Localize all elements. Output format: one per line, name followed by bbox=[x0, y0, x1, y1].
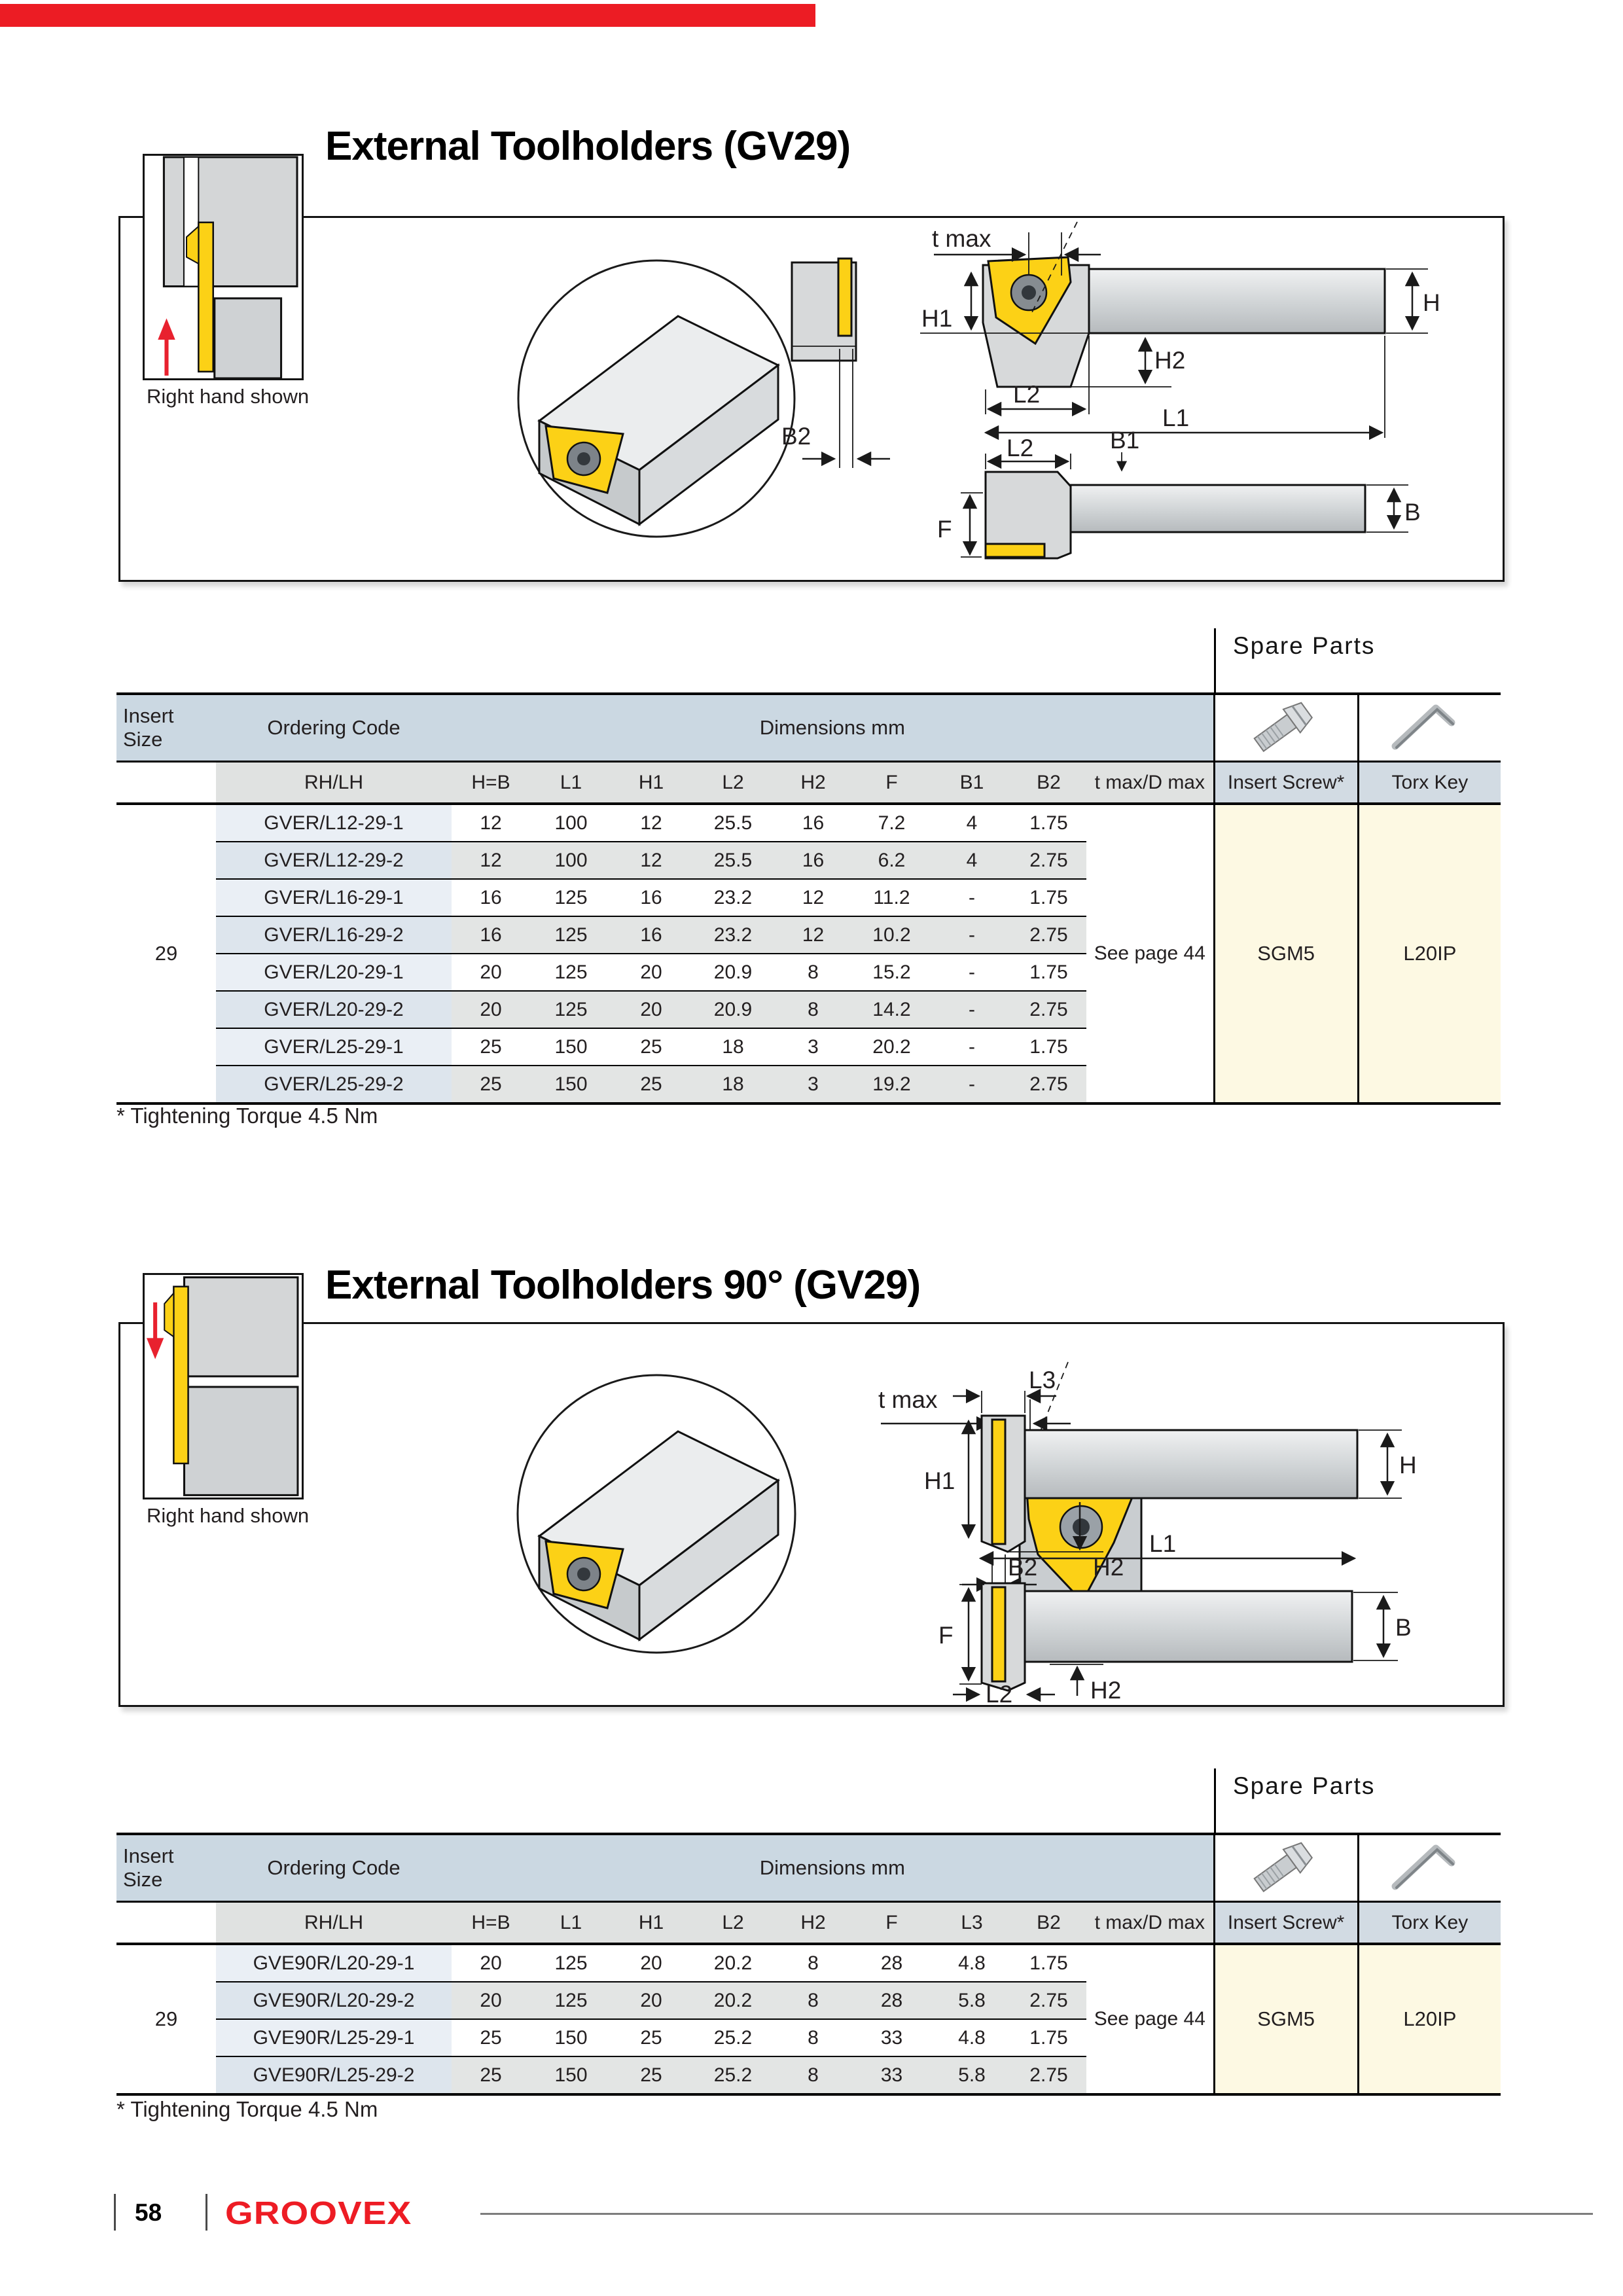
dim-label-f: F bbox=[937, 516, 952, 543]
dim-label-b2: B2 bbox=[781, 423, 812, 450]
dimension-cell: - bbox=[933, 1028, 1011, 1066]
dimension-cell: 19.2 bbox=[851, 1066, 933, 1103]
dimension-cell: 33 bbox=[851, 2056, 933, 2094]
dimension-cell: 25 bbox=[612, 2019, 690, 2056]
dim-label-h2-side: H2 bbox=[1093, 1554, 1124, 1581]
dimension-cell: 20.9 bbox=[690, 991, 776, 1028]
dimension-cell: 12 bbox=[612, 804, 690, 842]
side-view bbox=[924, 1367, 1417, 1591]
dimension-cell: 8 bbox=[776, 2019, 851, 2056]
rhlh-header: RH/LH bbox=[216, 1902, 452, 1945]
dimension-cell: 150 bbox=[530, 2056, 612, 2094]
feed-direction-up-icon bbox=[158, 318, 175, 376]
dim-label-h: H bbox=[1423, 289, 1440, 316]
dimension-cell: 125 bbox=[530, 916, 612, 954]
col-l2: L2 bbox=[690, 1902, 776, 1945]
ordering-code-cell: GVE90R/L25-29-1 bbox=[216, 2019, 452, 2056]
section2-diagram-box bbox=[118, 1322, 1505, 1707]
top-view bbox=[938, 1583, 1412, 1705]
ordering-code-cell: GVER/L12-29-2 bbox=[216, 842, 452, 879]
dim-label-h: H bbox=[1399, 1452, 1417, 1479]
dimension-cell: 2.75 bbox=[1011, 842, 1086, 879]
dimension-cell: 20.9 bbox=[690, 954, 776, 991]
col-h2: H2 bbox=[776, 762, 851, 804]
dimension-cell: 25 bbox=[452, 2056, 530, 2094]
dimension-cell: 20.2 bbox=[690, 1982, 776, 2019]
dimension-cell: 1.75 bbox=[1011, 1028, 1086, 1066]
ordering-code-cell: GVE90R/L25-29-2 bbox=[216, 2056, 452, 2094]
dimension-cell: 20 bbox=[612, 1982, 690, 2019]
dimension-cell: 4 bbox=[933, 842, 1011, 879]
dimension-cell: 125 bbox=[530, 1982, 612, 2019]
col-b2: B2 bbox=[1011, 762, 1086, 804]
footnote-2: * Tightening Torque 4.5 Nm bbox=[116, 2097, 378, 2121]
dimension-cell: 20 bbox=[452, 991, 530, 1028]
dimension-cell: 16 bbox=[612, 879, 690, 916]
dimension-cell: 14.2 bbox=[851, 991, 933, 1028]
dim-label-tmax: t max bbox=[878, 1386, 938, 1413]
dimension-cell: 16 bbox=[776, 842, 851, 879]
insert-screw-photo-cell bbox=[1214, 1834, 1358, 1902]
section1-caption: Right hand shown bbox=[147, 385, 310, 408]
spare-parts-divider-1 bbox=[1214, 628, 1216, 692]
torx-key-value-cell: L20IP bbox=[1358, 1944, 1501, 2094]
dimension-cell: 1.75 bbox=[1011, 804, 1086, 842]
col-torx-key: Torx Key bbox=[1358, 762, 1501, 804]
dimension-cell: 18 bbox=[690, 1028, 776, 1066]
dimension-cell: 6.2 bbox=[851, 842, 933, 879]
dimension-cell: 3 bbox=[776, 1028, 851, 1066]
col-insert-screw: Insert Screw* bbox=[1214, 1902, 1358, 1945]
dimension-cell: 100 bbox=[530, 804, 612, 842]
dimension-cell: 125 bbox=[530, 954, 612, 991]
dimension-cell: 20 bbox=[452, 1944, 530, 1982]
dimension-cell: 23.2 bbox=[690, 879, 776, 916]
dim-label-h2: H2 bbox=[1154, 347, 1186, 374]
section2-diagrams bbox=[120, 1324, 1503, 1705]
dimension-cell: 20 bbox=[612, 954, 690, 991]
dimension-cell: - bbox=[933, 991, 1011, 1028]
top-red-bar bbox=[0, 4, 815, 27]
dimension-cell: 125 bbox=[530, 1944, 612, 1982]
dimension-cell: - bbox=[933, 916, 1011, 954]
dimension-cell: 20 bbox=[612, 1944, 690, 1982]
see-page-cell: See page 44 bbox=[1086, 1944, 1214, 2094]
dimension-cell: 2.75 bbox=[1011, 991, 1086, 1028]
col-b2: B2 bbox=[1011, 1902, 1086, 1945]
table-header-row bbox=[116, 1834, 1501, 1902]
ordering-code-cell: GVER/L16-29-2 bbox=[216, 916, 452, 954]
feed-direction-down-icon bbox=[147, 1302, 164, 1359]
dimension-cell: 20.2 bbox=[851, 1028, 933, 1066]
dimension-cell: 12 bbox=[452, 804, 530, 842]
dimension-cell: 1.75 bbox=[1011, 879, 1086, 916]
dimension-cell: - bbox=[933, 1066, 1011, 1103]
dimension-cell: 3 bbox=[776, 1066, 851, 1103]
col-l1: L1 bbox=[530, 762, 612, 804]
dimension-cell: 25.5 bbox=[690, 842, 776, 879]
footer-divider-left bbox=[114, 2194, 116, 2231]
col-hb: H=B bbox=[452, 762, 530, 804]
table-subheader-row bbox=[116, 762, 1501, 804]
dimension-cell: 8 bbox=[776, 2056, 851, 2094]
brand-logo: GROOVEX bbox=[225, 2196, 412, 2231]
ordering-code-cell: GVE90R/L20-29-1 bbox=[216, 1944, 452, 1982]
torx-key-value-cell: L20IP bbox=[1358, 804, 1501, 1103]
spare-parts-divider-2 bbox=[1214, 1768, 1216, 1833]
footnote-1: * Tightening Torque 4.5 Nm bbox=[116, 1103, 378, 1128]
page-number: 58 bbox=[135, 2199, 162, 2226]
ordering-code-cell: GVER/L20-29-2 bbox=[216, 991, 452, 1028]
dimension-cell: 2.75 bbox=[1011, 1066, 1086, 1103]
dimension-cell: 8 bbox=[776, 1982, 851, 2019]
dim-label-h1: H1 bbox=[924, 1467, 955, 1494]
dimensions-header: Dimensions mm bbox=[452, 694, 1214, 762]
insert-screw-photo-cell bbox=[1214, 694, 1358, 762]
dimension-cell: 125 bbox=[530, 879, 612, 916]
dimension-cell: 28 bbox=[851, 1944, 933, 1982]
dim-label-b2: B2 bbox=[1008, 1554, 1038, 1581]
insert-size-header: Insert Size bbox=[116, 694, 216, 762]
dim-label-h1: H1 bbox=[921, 305, 953, 332]
dim-label-l2: L2 bbox=[986, 1681, 1013, 1705]
col-tmax: t max/D max bbox=[1086, 1902, 1214, 1945]
ordering-code-cell: GVER/L20-29-1 bbox=[216, 954, 452, 991]
insert-size-header: Insert Size bbox=[116, 1834, 216, 1902]
dimension-cell: 1.75 bbox=[1011, 2019, 1086, 2056]
dimension-cell: 4.8 bbox=[933, 2019, 1011, 2056]
dim-label-l1: L1 bbox=[1149, 1530, 1177, 1557]
dimension-cell: 7.2 bbox=[851, 804, 933, 842]
dimension-cell: 25 bbox=[452, 1028, 530, 1066]
col-l3: L3 bbox=[933, 1902, 1011, 1945]
dim-label-l1: L1 bbox=[1162, 404, 1190, 431]
dimension-cell: 8 bbox=[776, 991, 851, 1028]
dimension-cell: 20 bbox=[452, 954, 530, 991]
section1-diagram-box bbox=[118, 216, 1505, 582]
section1-title: External Toolholders (GV29) bbox=[325, 124, 851, 169]
dimension-cell: 11.2 bbox=[851, 879, 933, 916]
dimension-cell: 150 bbox=[530, 1066, 612, 1103]
table-subheader-row bbox=[116, 1902, 1501, 1945]
dimension-cell: 100 bbox=[530, 842, 612, 879]
section2-title: External Toolholders 90° (GV29) bbox=[325, 1263, 921, 1308]
front-view-b2 bbox=[781, 259, 890, 468]
dimension-cell: 125 bbox=[530, 991, 612, 1028]
table-row bbox=[116, 1944, 1501, 1982]
toolholders-table-2 bbox=[116, 1833, 1501, 2096]
dimension-cell: 18 bbox=[690, 1066, 776, 1103]
dimension-cell: 12 bbox=[776, 916, 851, 954]
dimension-cell: 25 bbox=[452, 1066, 530, 1103]
ordering-code-cell: GVER/L12-29-1 bbox=[216, 804, 452, 842]
ordering-code-cell: GVER/L16-29-1 bbox=[216, 879, 452, 916]
dim-label-b: B bbox=[1395, 1614, 1412, 1641]
side-view bbox=[920, 222, 1440, 471]
dimension-cell: 5.8 bbox=[933, 1982, 1011, 2019]
col-insert-screw: Insert Screw* bbox=[1214, 762, 1358, 804]
dimension-cell: 12 bbox=[776, 879, 851, 916]
torx-key-photo-cell bbox=[1358, 1834, 1501, 1902]
footer-divider-right bbox=[205, 2194, 207, 2231]
dimension-cell: 8 bbox=[776, 954, 851, 991]
footer-rule bbox=[480, 2213, 1593, 2215]
dimension-cell: - bbox=[933, 879, 1011, 916]
col-b1: B1 bbox=[933, 762, 1011, 804]
torx-key-icon bbox=[1387, 1835, 1472, 1895]
dimension-cell: 25 bbox=[612, 2056, 690, 2094]
col-h1: H1 bbox=[612, 1902, 690, 1945]
dimension-cell: 12 bbox=[612, 842, 690, 879]
ordering-code-cell: GVER/L25-29-2 bbox=[216, 1066, 452, 1103]
col-h2: H2 bbox=[776, 1902, 851, 1945]
table-row bbox=[116, 804, 1501, 842]
ordering-code-cell: GVER/L25-29-1 bbox=[216, 1028, 452, 1066]
dimension-cell: - bbox=[933, 954, 1011, 991]
dimension-cell: 12 bbox=[452, 842, 530, 879]
dim-label-l2-top: L2 bbox=[1007, 435, 1034, 461]
dim-label-f: F bbox=[938, 1622, 954, 1649]
col-f: F bbox=[851, 1902, 933, 1945]
dimension-cell: 16 bbox=[452, 879, 530, 916]
top-view bbox=[937, 435, 1421, 558]
toolholders-table-1 bbox=[116, 692, 1501, 1105]
dimension-cell: 20 bbox=[452, 1982, 530, 2019]
dimension-cell: 25 bbox=[612, 1066, 690, 1103]
subheader-blank bbox=[116, 1902, 216, 1945]
col-l1: L1 bbox=[530, 1902, 612, 1945]
dimension-cell: 20.2 bbox=[690, 1944, 776, 1982]
dimension-cell: 5.8 bbox=[933, 2056, 1011, 2094]
dimension-cell: 10.2 bbox=[851, 916, 933, 954]
dimension-cell: 16 bbox=[776, 804, 851, 842]
insert-size-cell: 29 bbox=[116, 804, 216, 1103]
insert-size-cell: 29 bbox=[116, 1944, 216, 2094]
dimension-cell: 1.75 bbox=[1011, 954, 1086, 991]
section2-thumbnail bbox=[143, 1273, 304, 1499]
dimension-cell: 4.8 bbox=[933, 1944, 1011, 1982]
torx-key-photo-cell bbox=[1358, 694, 1501, 762]
dimension-cell: 4 bbox=[933, 804, 1011, 842]
subheader-blank bbox=[116, 762, 216, 804]
section1-thumbnail bbox=[143, 154, 304, 380]
dim-label-l3: L3 bbox=[1029, 1367, 1056, 1393]
dim-label-tmax: t max bbox=[932, 225, 991, 252]
insert-screw-icon bbox=[1243, 695, 1329, 755]
dimension-cell: 16 bbox=[452, 916, 530, 954]
dimension-cell: 15.2 bbox=[851, 954, 933, 991]
torx-key-icon bbox=[1387, 695, 1472, 755]
dimension-cell: 16 bbox=[612, 916, 690, 954]
ordering-code-header: Ordering Code bbox=[216, 694, 452, 762]
dimension-cell: 2.75 bbox=[1011, 1982, 1086, 2019]
dim-label-b1: B1 bbox=[1110, 427, 1140, 454]
table-header-row bbox=[116, 694, 1501, 762]
col-l2: L2 bbox=[690, 762, 776, 804]
dimension-cell: 33 bbox=[851, 2019, 933, 2056]
dimension-cell: 2.75 bbox=[1011, 2056, 1086, 2094]
spare-parts-title-2: Spare Parts bbox=[1233, 1772, 1376, 1799]
col-f: F bbox=[851, 762, 933, 804]
col-tmax: t max/D max bbox=[1086, 762, 1214, 804]
dimension-cell: 8 bbox=[776, 1944, 851, 1982]
dimension-cell: 150 bbox=[530, 2019, 612, 2056]
dimension-cell: 25 bbox=[612, 1028, 690, 1066]
col-h1: H1 bbox=[612, 762, 690, 804]
see-page-cell: See page 44 bbox=[1086, 804, 1214, 1103]
section2-caption: Right hand shown bbox=[147, 1504, 310, 1527]
ordering-code-header: Ordering Code bbox=[216, 1834, 452, 1902]
dimension-cell: 23.2 bbox=[690, 916, 776, 954]
dimension-cell: 2.75 bbox=[1011, 916, 1086, 954]
dimension-cell: 1.75 bbox=[1011, 1944, 1086, 1982]
dimension-cell: 25.5 bbox=[690, 804, 776, 842]
section1-diagrams bbox=[120, 218, 1503, 580]
spare-parts-title-1: Spare Parts bbox=[1233, 632, 1376, 659]
dim-label-h2-top: H2 bbox=[1090, 1677, 1122, 1704]
dimension-cell: 20 bbox=[612, 991, 690, 1028]
insert-screw-icon bbox=[1243, 1835, 1329, 1895]
dimension-cell: 25.2 bbox=[690, 2056, 776, 2094]
dim-label-b: B bbox=[1404, 499, 1421, 526]
col-torx-key: Torx Key bbox=[1358, 1902, 1501, 1945]
insert-screw-value-cell: SGM5 bbox=[1214, 1944, 1358, 2094]
insert-screw-value-cell: SGM5 bbox=[1214, 804, 1358, 1103]
dimension-cell: 150 bbox=[530, 1028, 612, 1066]
col-hb: H=B bbox=[452, 1902, 530, 1945]
rhlh-header: RH/LH bbox=[216, 762, 452, 804]
dimensions-header: Dimensions mm bbox=[452, 1834, 1214, 1902]
ordering-code-cell: GVE90R/L20-29-2 bbox=[216, 1982, 452, 2019]
dim-label-l2-head: L2 bbox=[1013, 381, 1041, 408]
dimension-cell: 28 bbox=[851, 1982, 933, 2019]
dimension-cell: 25.2 bbox=[690, 2019, 776, 2056]
dimension-cell: 25 bbox=[452, 2019, 530, 2056]
